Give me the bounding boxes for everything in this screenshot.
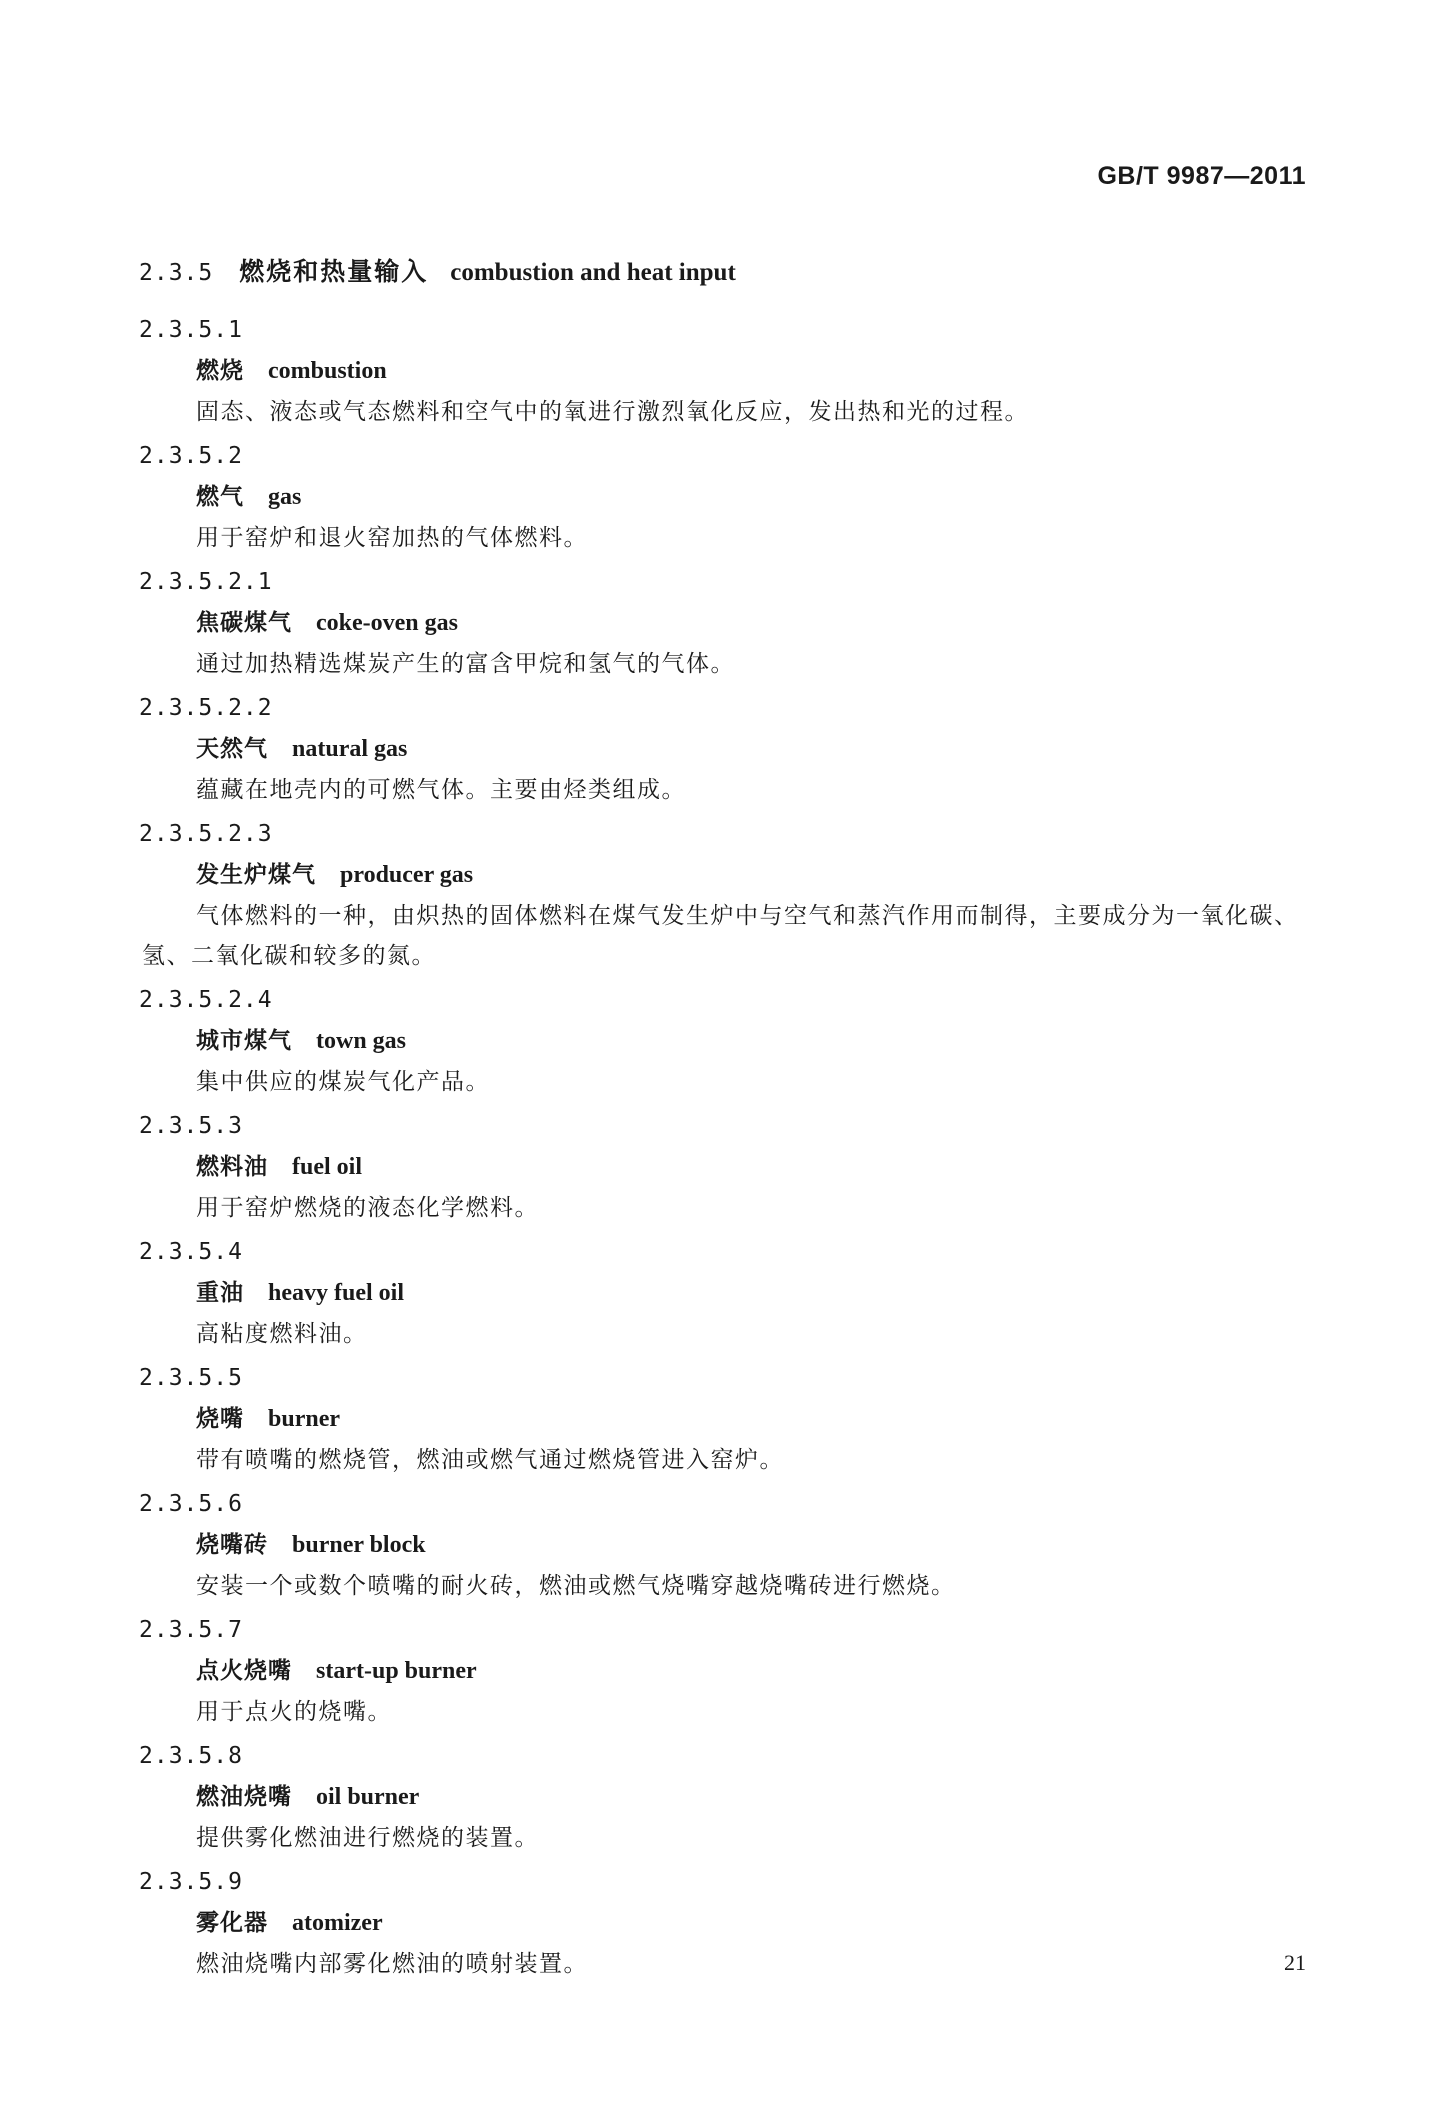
term-list <box>0 310 1438 1988</box>
entry-number: 2.3.5.1 <box>139 317 243 343</box>
term-entry <box>0 814 1438 976</box>
term-en: producer gas <box>340 862 474 888</box>
entry-number: 2.3.5.2.2 <box>139 695 273 721</box>
term-line <box>196 1524 1438 1566</box>
term-definition: 气体燃料的一种，由炽热的固体燃料在煤气发生炉中与空气和蒸汽作用而制得，主要成分为一氧化碳、氢、二氧化碳和较多的氮。 <box>142 903 1299 969</box>
term-zh: 烧嘴砖 <box>196 1532 268 1558</box>
term-en: atomizer <box>292 1910 383 1936</box>
term-line <box>196 350 1438 392</box>
entry-number: 2.3.5.2.4 <box>139 987 273 1013</box>
entry-number: 2.3.5.8 <box>139 1743 243 1769</box>
term-zh: 重油 <box>196 1280 244 1306</box>
term-definition: 带有喷嘴的燃烧管，燃油或燃气通过燃烧管进入窑炉。 <box>196 1447 784 1473</box>
page-number: 21 <box>1284 1950 1306 1975</box>
term-line <box>196 476 1438 518</box>
term-definition: 蕴藏在地壳内的可燃气体。主要由烃类组成。 <box>196 777 686 803</box>
section-heading <box>139 254 736 291</box>
term-definition: 固态、液态或气态燃料和空气中的氧进行激烈氧化反应，发出热和光的过程。 <box>196 399 1029 425</box>
term-entry <box>0 1610 1438 1732</box>
term-definition: 集中供应的煤炭气化产品。 <box>196 1069 490 1095</box>
term-zh: 烧嘴 <box>196 1406 244 1432</box>
section-number: 2.3.5 <box>139 260 214 286</box>
term-en: heavy fuel oil <box>268 1280 404 1306</box>
term-definition: 用于窑炉燃烧的液态化学燃料。 <box>196 1195 539 1221</box>
term-definition: 燃油烧嘴内部雾化燃油的喷射装置。 <box>196 1951 588 1977</box>
term-entry <box>0 980 1438 1102</box>
term-en: combustion <box>268 358 387 384</box>
entry-number: 2.3.5.2.1 <box>139 569 273 595</box>
term-en: coke-oven gas <box>316 610 458 636</box>
entry-number: 2.3.5.6 <box>139 1491 243 1517</box>
entry-number: 2.3.5.4 <box>139 1239 243 1265</box>
term-zh: 焦碳煤气 <box>196 610 292 636</box>
entry-number: 2.3.5.2 <box>139 443 243 469</box>
term-zh: 发生炉煤气 <box>196 862 316 888</box>
term-definition: 高粘度燃料油。 <box>196 1321 368 1347</box>
term-zh: 雾化器 <box>196 1910 268 1936</box>
entry-number: 2.3.5.7 <box>139 1617 243 1643</box>
term-line <box>196 1902 1438 1944</box>
term-line <box>196 1650 1438 1692</box>
term-en: fuel oil <box>292 1154 362 1180</box>
term-line <box>196 602 1438 644</box>
term-entry <box>0 436 1438 558</box>
term-line <box>196 728 1438 770</box>
term-en: burner <box>268 1406 340 1432</box>
term-entry <box>0 562 1438 684</box>
term-en: oil burner <box>316 1784 420 1810</box>
term-line <box>196 1146 1438 1188</box>
term-entry <box>0 1358 1438 1480</box>
term-zh: 燃料油 <box>196 1154 268 1180</box>
term-line <box>196 1776 1438 1818</box>
term-entry <box>0 1484 1438 1606</box>
term-entry <box>0 1736 1438 1858</box>
term-entry <box>0 1232 1438 1354</box>
term-zh: 燃油烧嘴 <box>196 1784 292 1810</box>
section-title-zh: 燃烧和热量输入 <box>239 257 429 286</box>
term-zh: 点火烧嘴 <box>196 1658 292 1684</box>
term-definition: 提供雾化燃油进行燃烧的装置。 <box>196 1825 539 1851</box>
term-zh: 燃气 <box>196 484 244 510</box>
term-entry <box>0 688 1438 810</box>
term-definition: 安装一个或数个喷嘴的耐火砖，燃油或燃气烧嘴穿越烧嘴砖进行燃烧。 <box>196 1573 956 1599</box>
term-entry <box>0 1106 1438 1228</box>
term-zh: 城市煤气 <box>196 1028 292 1054</box>
term-line <box>196 1398 1438 1440</box>
term-zh: 燃烧 <box>196 358 244 384</box>
term-line <box>196 1020 1438 1062</box>
term-entry <box>0 1862 1438 1984</box>
term-en: burner block <box>292 1532 426 1558</box>
entry-number: 2.3.5.3 <box>139 1113 243 1139</box>
term-en: town gas <box>316 1028 407 1054</box>
section-title-en: combustion and heat input <box>450 259 736 286</box>
term-line <box>196 854 1438 896</box>
term-definition: 用于点火的烧嘴。 <box>196 1699 392 1725</box>
term-line <box>196 1272 1438 1314</box>
entry-number: 2.3.5.9 <box>139 1869 243 1895</box>
term-en: start-up burner <box>316 1658 477 1684</box>
term-entry <box>0 310 1438 432</box>
entry-number: 2.3.5.2.3 <box>139 821 273 847</box>
term-zh: 天然气 <box>196 736 268 762</box>
term-en: natural gas <box>292 736 408 762</box>
standard-code: GB/T 9987—2011 <box>1097 162 1306 190</box>
term-en: gas <box>268 484 302 510</box>
entry-number: 2.3.5.5 <box>139 1365 243 1391</box>
term-definition: 用于窑炉和退火窑加热的气体燃料。 <box>196 525 588 551</box>
term-definition: 通过加热精选煤炭产生的富含甲烷和氢气的气体。 <box>196 651 735 677</box>
